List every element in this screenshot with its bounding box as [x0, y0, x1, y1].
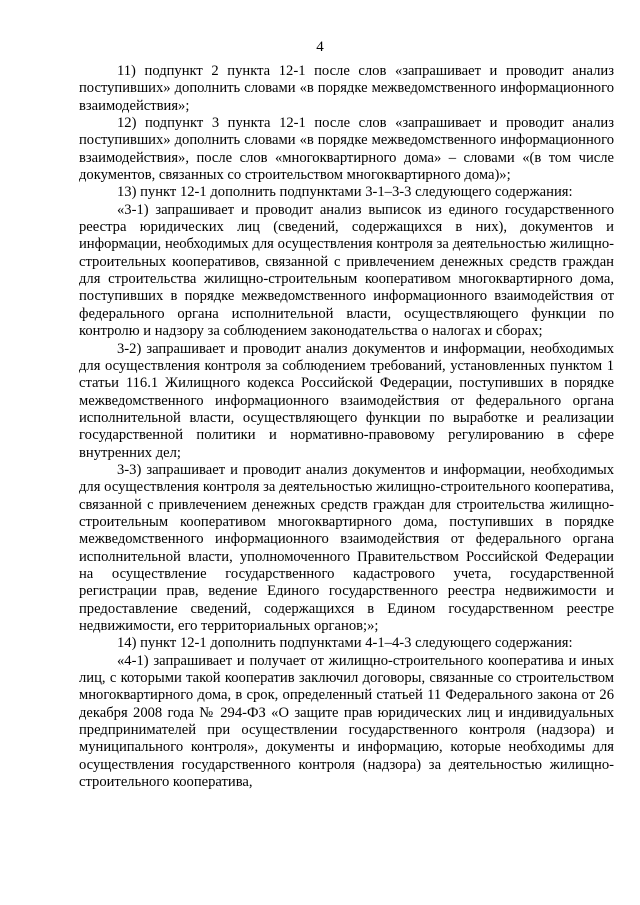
paragraph-item-14: 14) пункт 12-1 дополнить подпунктами 4-1–4-3 следующего содержания: [117, 635, 573, 652]
paragraph-item-12: 12) подпункт 3 пункта 12-1 после слов «запрашивает и проводит анализ поступивших» дополнить словами «в порядке межведомственного информационного взаимодействия», после слов «многоквартирного дома» – словами «(в том числе документов, связанных со строительством многоквартирного дома)»; [79, 115, 614, 184]
document-body [79, 63, 614, 791]
paragraph-subitem-3-2: 3-2) запрашивает и проводит анализ документов и информации, необходимых для осуществления контроля за соблюдением требований, установленных пунктом 1 статьи 116.1 Жилищного кодекса Российской Федерации, поступивших в порядке межведомственного информационного взаимодействия от федерального органа исполнительной власти, осуществляющего функции по выработке и реализации государственной политики и нормативно-правовому регулированию в сфере внутренних дел; [79, 340, 614, 461]
paragraph-subitem-4-1: «4-1) запрашивает и получает от жилищно-строительного кооператива и иных лиц, с которыми такой кооператив заключил договоры, связанные со строительством многоквартирного дома, в срок, определенный статьей 11 Федерального закона от 26 декабря 2008 года № 294-ФЗ «О защите прав юридических лиц и индивидуальных предпринимателей при осуществлении государственного контроля (надзора) и муниципального контроля», документы и информацию, которые необходимы для осуществления государственного контроля (надзора) за деятельностью жилищно-строительного кооператива, [79, 652, 614, 791]
paragraph-item-11: 11) подпункт 2 пункта 12-1 после слов «запрашивает и проводит анализ поступивших» дополнить словами «в порядке межведомственного информационного взаимодействия»; [79, 63, 614, 114]
paragraph-subitem-3-3: 3-3) запрашивает и проводит анализ документов и информации, необходимых для осуществления контроля за деятельностью жилищно-строительного кооператива, связанной с привлечением денежных средств граждан для строительства жилищно-строительным кооперативом многоквартирного дома, поступивших в порядке межведомственного информационного взаимодействия от федерального органа исполнительной власти, уполномоченного Правительством Российской Федерации на осуществление государственного кадастрового учета, государственной регистрации прав, ведение Единого государственного реестра недвижимости и предоставление сведений, содержащихся в Едином государственном реестре недвижимости, его территориальных органов;»; [79, 461, 614, 634]
paragraph-item-13: 13) пункт 12-1 дополнить подпунктами 3-1–3-3 следующего содержания: [117, 184, 573, 201]
paragraph-subitem-3-1: «3-1) запрашивает и проводит анализ выписок из единого государственного реестра юридических лиц (сведений, содержащихся в них), документов и информации, необходимых для осуществления контроля за деятельностью жилищно-строительных кооперативов, связанной с привлечением денежных средств граждан для строительства жилищно-строительным кооперативом многоквартирного дома, поступивших в порядке межведомственного информационного взаимодействия от федерального органа исполнительной власти, осуществляющего функции по контролю и надзору за соблюдением законодательства о налогах и сборах; [79, 201, 614, 340]
page-number: 4 [316, 39, 324, 55]
